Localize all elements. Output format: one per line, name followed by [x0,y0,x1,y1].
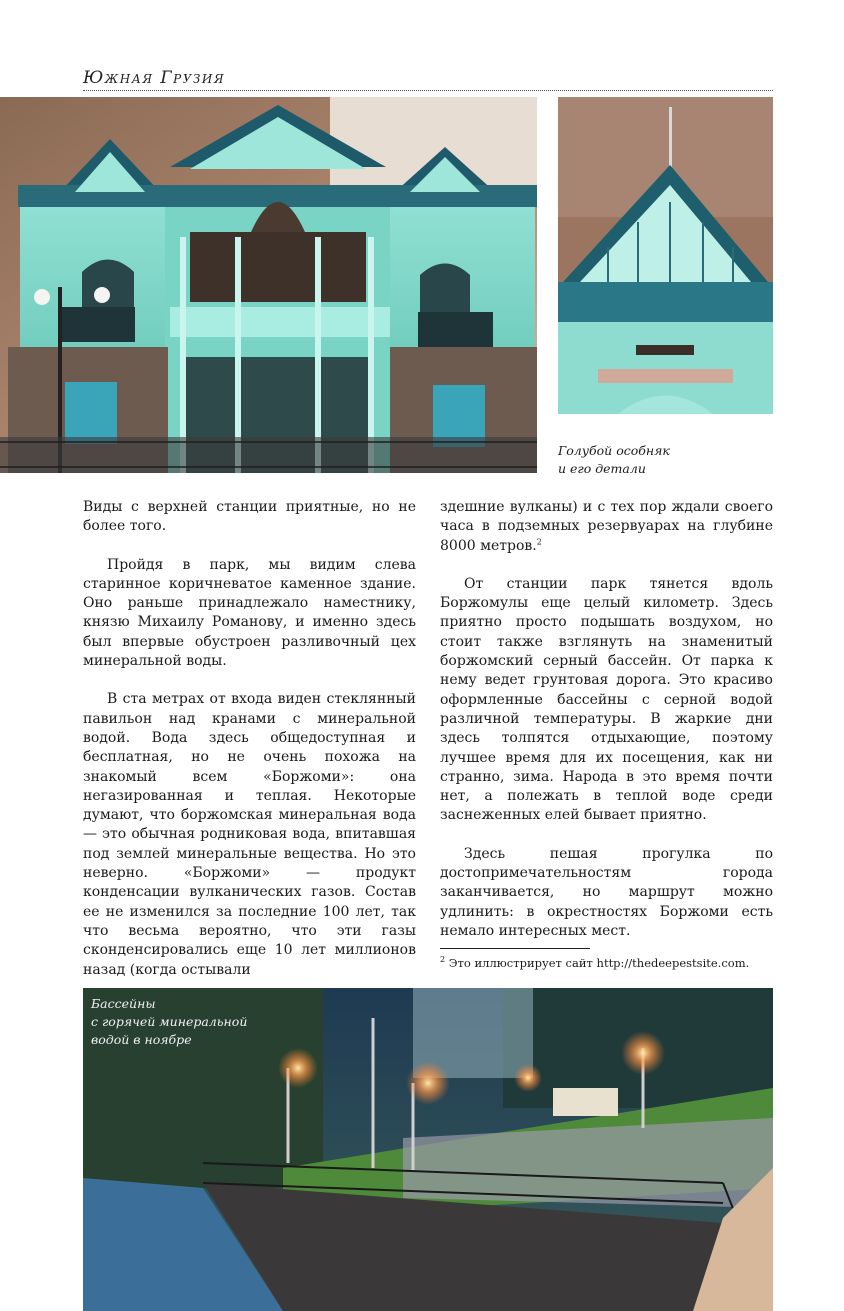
paragraph: В ста метрах от входа виден стеклянный павильон над кранами с минеральной водой. Вода здесь общедоступная и бесплатная, но не очень похожа на знакомый всем «Боржоми»: она негазированная и теплая. Некоторые думают, что боржомская минеральная вода — это обычная родниковая вода, впитавшая под землей минеральные вещества. Но это неверно. «Боржоми» — продукт конденсации вулканических газов. Состав ее не изменился за последние 100 лет, так что весьма вероятно, что эти газы сконденсировались еще 10 лет миллионов назад (когда остывали [83,691,416,978]
footnote-rule [440,948,590,949]
paragraph: Здесь пешая прогулка по достопримечательностям города заканчивается, но маршрут можно удлинить: в окрестностях Боржоми есть немало интересных мест. [440,845,773,939]
paragraph: Виды с верхней станции приятные, но не более того. [83,499,416,535]
section-title: Южная Грузия [83,68,226,88]
pools-caption: Бассейны с горячей минеральной водой в ноябре [91,996,248,1047]
left-text-column [83,498,416,980]
right-text-column [440,498,773,941]
running-header [83,68,773,91]
blue-mansion-photo [0,97,537,473]
paragraph: здешние вулканы) и с тех пор ждали своего часа в подземных резервуарах на глубине 8000 метров.$^2$ [440,499,773,554]
footnote-ref: 2 [536,536,542,546]
paragraph: От станции парк тянется вдоль Боржомулы еще целый километр. Здесь приятно просто подышать воздухом, но стоит также взглянуть на знаменитый боржомский серный бассейн. От парка к нему ведет грунтовая дорога. Это красиво оформленные бассейны с серной водой различной температуры. В жаркие дни здесь толпятся отдыхающие, поэтому лучшее время для их посещения, как ни странно, зима. Народа в это время почти нет, а полежать в теплой воде среди заснеженных елей бывает приятно. [440,575,773,824]
footnote: $^2$ Это иллюстрирует сайт http://thedeepestsite.com. [440,955,750,970]
gable-detail-photo [558,97,773,414]
paragraph: Пройдя в парк, мы видим слева старинное коричневатое каменное здание. Оно раньше принадлежало наместнику, князю Михаилу Романову, и именно здесь был впервые обустроен разливочный цех минеральной воды. [83,556,416,670]
blue-house-caption: Голубой особняк и его детали [558,443,670,476]
